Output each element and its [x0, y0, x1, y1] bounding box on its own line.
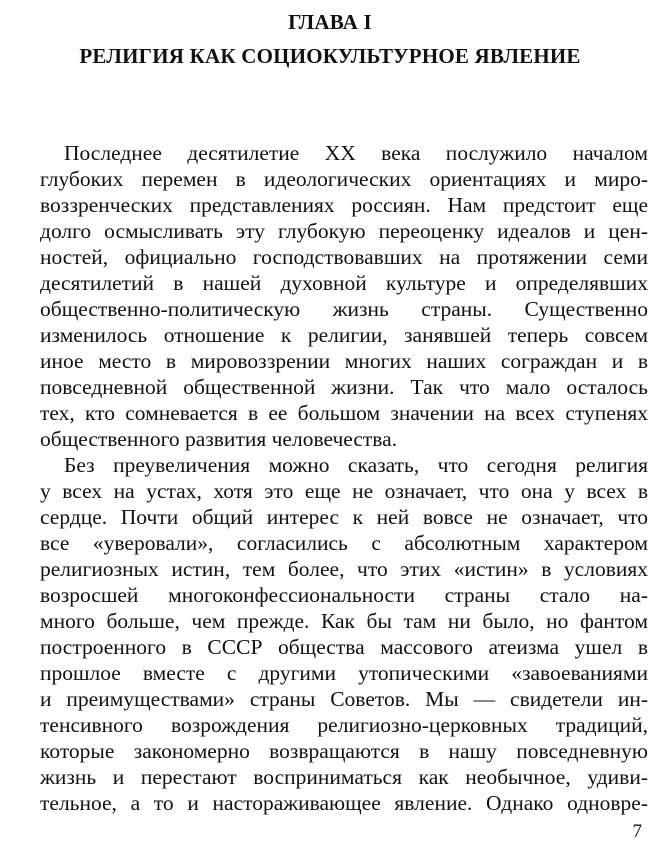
text-line: тех, кто сомневается в ее большом значении на всех ступенях: [40, 401, 648, 425]
chapter-title: РЕЛИГИЯ КАК СОЦИОКУЛЬТУРНОЕ ЯВЛЕНИЕ: [79, 44, 581, 68]
text-line: тельное, а то и настораживающее явление. Однако одновре-: [40, 791, 648, 815]
text-line: у всех на устах, хотя это еще не означает, что она у всех в: [40, 479, 648, 503]
text-line: жизнь и перестают восприниматься как необычное, удиви-: [40, 765, 648, 789]
text-line: долго осмысливать эту глубокую переоценку идеалов и цен-: [40, 219, 648, 243]
text-line: иное место в мировоззрении многих наших сограждан и в: [40, 349, 648, 373]
text-line: глубоких перемен в идеологических ориентациях и миро-: [40, 167, 648, 191]
text-line: тенсивного возрождения религиозно-церковных традиций,: [40, 713, 648, 737]
text-line: прошлое вместе с другими утопическими «завоеваниями: [40, 661, 648, 685]
text-line: десятилетий в нашей духовной культуре и определявших: [40, 271, 648, 295]
text-line: религиозных истин, тем более, что этих «истин» в условиях: [40, 557, 648, 581]
text-line: все «уверовали», согласились с абсолютным характером: [40, 531, 648, 555]
text-line: которые закономерно возвращаются в нашу повседневную: [40, 739, 648, 763]
text-line: возросшей многоконфессиональности страны стало на-: [40, 583, 648, 607]
text-line: Без преувеличения можно сказать, что сегодня религия: [64, 453, 648, 477]
chapter-number: ГЛАВА I: [288, 10, 372, 34]
text-line: воззренческих представлениях россиян. Нам предстоит еще: [40, 193, 648, 217]
text-line: построенного в СССР общества массового атеизма ушел в: [40, 635, 648, 659]
text-line: повседневной общественной жизни. Так что мало осталось: [40, 375, 648, 399]
text-line: общественно-политическую жизнь страны. Существенно: [40, 297, 648, 321]
page-number: 7: [632, 821, 642, 842]
text-line: много больше, чем прежде. Как бы там ни было, но фантом: [40, 609, 648, 633]
text-line: Последнее десятилетие XX века послужило началом: [64, 141, 648, 165]
text-line: ностей, официально господствовавших на протяжении семи: [40, 245, 648, 269]
text-line: общественного развития человечества.: [40, 427, 398, 451]
text-line: и преимуществами» страны Советов. Мы — свидетели ин-: [40, 687, 648, 711]
text-line: сердце. Почти общий интерес к ней вовсе не означает, что: [40, 505, 648, 529]
text-line: изменилось отношение к религии, занявшей теперь совсем: [40, 323, 648, 347]
